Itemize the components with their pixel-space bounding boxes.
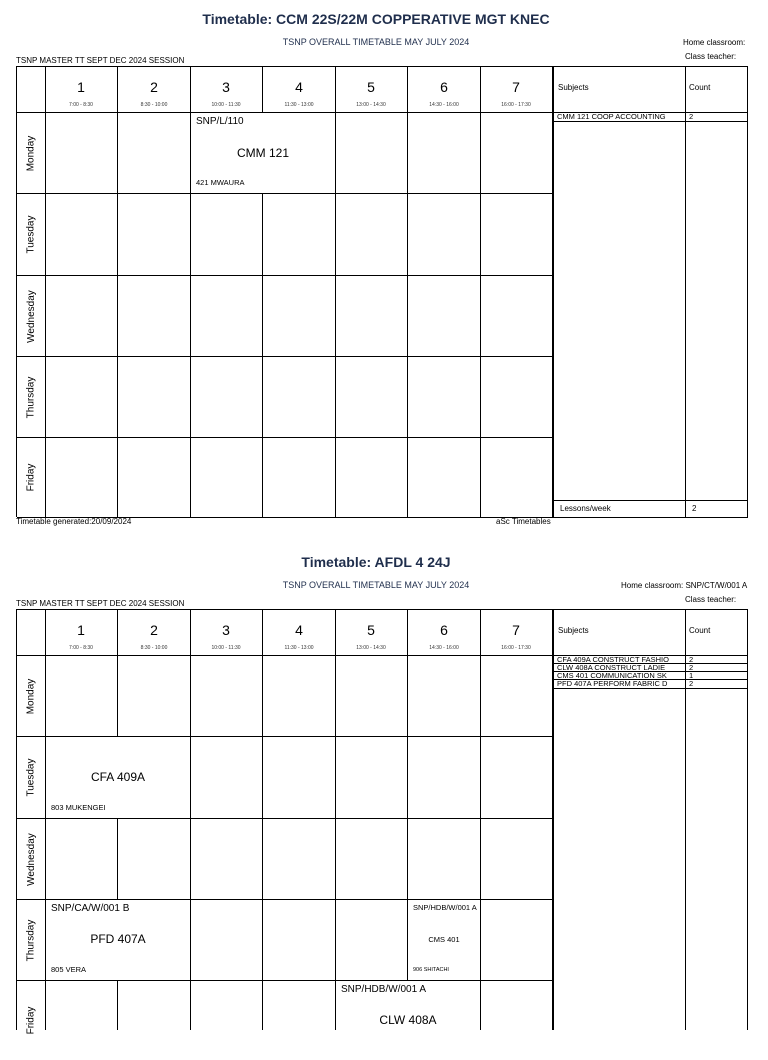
class-teacher: Class teacher: <box>685 52 737 61</box>
period-number: 6 <box>440 622 448 638</box>
period-number: 3 <box>222 79 230 95</box>
period-time: 11:30 - 13:00 <box>284 102 314 108</box>
period-time: 16:00 - 17:30 <box>501 102 531 108</box>
lesson-subject: PFD 407A <box>90 932 146 946</box>
period-time: 11:30 - 13:00 <box>284 645 314 651</box>
timetable-grid <box>16 609 553 1035</box>
lesson-cell[interactable] <box>191 113 335 193</box>
period-number: 2 <box>150 622 158 638</box>
subjects-header: Subjects <box>558 83 589 92</box>
day-label-tuesday: Tuesday <box>25 215 37 254</box>
day-label-monday: Monday <box>25 678 37 714</box>
subject-row: CMM 121 COOP ACCOUNTING 2 <box>554 112 747 122</box>
count-header: Count <box>689 626 711 635</box>
period-time: 10:00 - 11:30 <box>211 102 241 108</box>
generated-label: Timetable generated:20/09/2024 <box>16 517 132 526</box>
lessons-week-row <box>554 500 747 517</box>
period-time: 13:00 - 14:30 <box>356 102 386 108</box>
period-number: 2 <box>150 79 158 95</box>
lesson-subject: CLW 408A <box>379 1013 437 1027</box>
period-number: 5 <box>367 622 375 638</box>
day-label-thursday: Thursday <box>25 376 37 418</box>
subject-row: PFD 407A PERFORM FABRIC D 2 <box>554 679 747 689</box>
subject-row: CLW 408A CONSTRUCT LADIE 2 <box>554 663 747 672</box>
lesson-cell[interactable] <box>408 900 480 980</box>
lesson-cell[interactable] <box>336 981 480 1030</box>
period-time: 14:30 - 16:00 <box>429 102 459 108</box>
period-number: 1 <box>77 79 85 95</box>
timetable-title: Timetable: CCM 22S/22M COPPERATIVE MGT KNEC <box>202 11 550 27</box>
home-classroom: Home classroom: SNP/CT/W/001 A <box>621 581 748 590</box>
lesson-teacher: 906 SHITACHI <box>413 967 449 973</box>
timetable-title: Timetable: AFDL 4 24J <box>301 554 451 570</box>
lesson-cell[interactable] <box>46 900 190 980</box>
day-label-wednesday: Wednesday <box>25 832 37 886</box>
count-header: Count <box>689 83 711 92</box>
period-number: 6 <box>440 79 448 95</box>
period-time: 7:00 - 8:30 <box>69 645 93 651</box>
period-time: 16:00 - 17:30 <box>501 645 531 651</box>
subjects-panel <box>553 609 748 1030</box>
day-label-friday: Friday <box>25 463 37 492</box>
software-label: aSc Timetables <box>496 517 551 526</box>
lesson-subject: CFA 409A <box>90 770 146 784</box>
subjects-header: Subjects <box>558 626 589 635</box>
lesson-teacher: 805 VERA <box>51 965 87 974</box>
day-label-monday: Monday <box>25 135 37 171</box>
session-label: TSNP MASTER TT SEPT DEC 2024 SESSION <box>16 56 185 65</box>
period-number: 7 <box>512 622 520 638</box>
period-time: 8:30 - 10:00 <box>140 102 168 108</box>
lesson-room: SNP/L/110 <box>196 116 244 127</box>
period-number: 4 <box>295 79 303 95</box>
subject-row: CFA 409A CONSTRUCT FASHIO 2 <box>554 655 747 664</box>
day-label-wednesday: Wednesday <box>25 289 37 343</box>
period-number: 1 <box>77 622 85 638</box>
lesson-room: SNP/HDB/W/001 A <box>341 984 427 995</box>
timetable-subtitle: TSNP OVERALL TIMETABLE MAY JULY 2024 <box>282 37 470 47</box>
day-label-friday: Friday <box>25 1006 37 1035</box>
lesson-teacher: 803 MUKENGEI <box>51 803 106 812</box>
period-number: 4 <box>295 622 303 638</box>
lesson-teacher: 421 MWAURA <box>196 178 245 187</box>
timetable-subtitle: TSNP OVERALL TIMETABLE MAY JULY 2024 <box>282 580 470 590</box>
period-time: 14:30 - 16:00 <box>429 645 459 651</box>
period-time: 10:00 - 11:30 <box>211 645 241 651</box>
lesson-subject: CMS 401 <box>428 935 460 944</box>
lesson-room: SNP/HDB/W/001 A <box>413 903 477 912</box>
period-time: 8:30 - 10:00 <box>140 645 168 651</box>
day-label-tuesday: Tuesday <box>25 758 37 797</box>
period-number: 3 <box>222 622 230 638</box>
class-teacher: Class teacher: <box>685 595 737 604</box>
period-number: 7 <box>512 79 520 95</box>
period-time: 7:00 - 8:30 <box>69 102 93 108</box>
subject-row: CMS 401 COMMUNICATION SK 1 <box>554 671 747 680</box>
home-classroom: Home classroom: <box>683 38 746 47</box>
lessons-week-label: Lessons/week <box>560 504 611 513</box>
day-label-thursday: Thursday <box>25 919 37 961</box>
lesson-cell[interactable] <box>46 737 190 818</box>
subjects-panel <box>553 66 748 518</box>
period-time: 13:00 - 14:30 <box>356 645 386 651</box>
session-label: TSNP MASTER TT SEPT DEC 2024 SESSION <box>16 599 185 608</box>
timetable-grid <box>16 66 553 517</box>
lesson-room: SNP/CA/W/001 B <box>51 903 130 914</box>
lessons-week-value: 2 <box>692 504 697 513</box>
period-number: 5 <box>367 79 375 95</box>
lesson-subject: CMM 121 <box>236 146 289 160</box>
